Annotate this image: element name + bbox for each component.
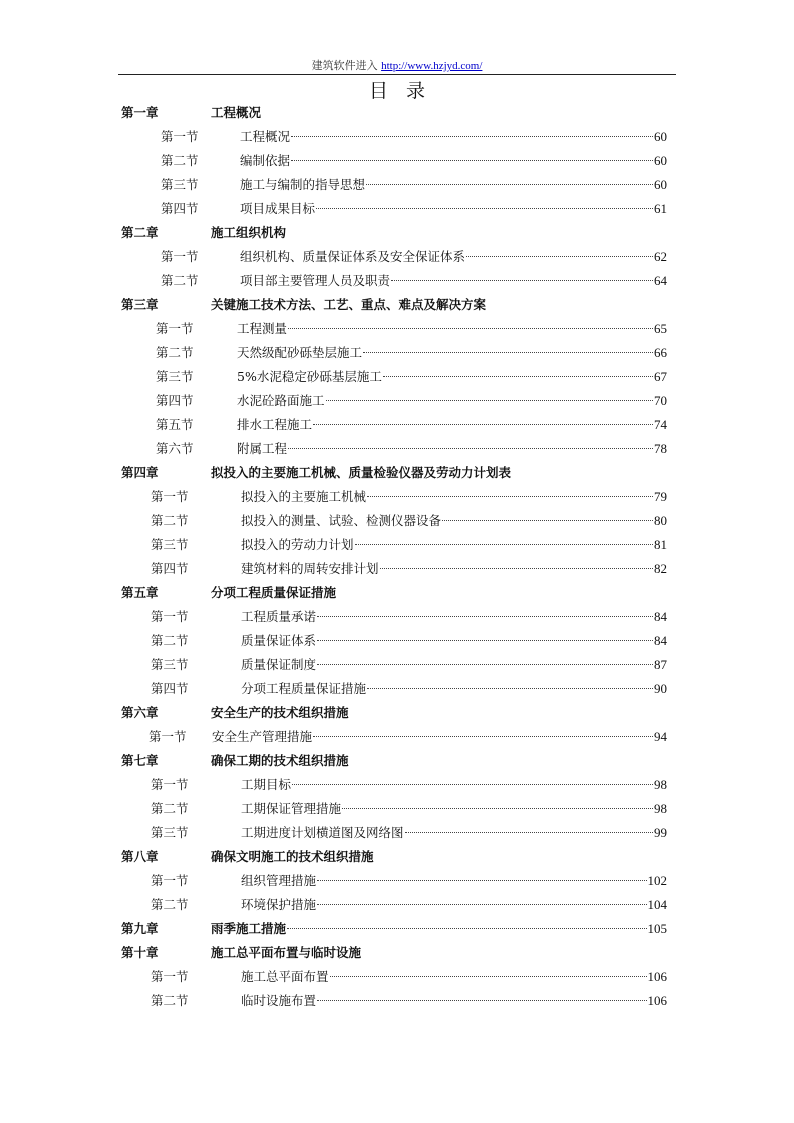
section-label: 第一节 [156,321,194,336]
toc-section-row[interactable] [0,773,794,797]
section-entry [240,173,667,197]
page-number: 65 [654,321,667,336]
section-title: 工期保证管理措施 [241,801,342,816]
page-number: 78 [654,441,667,456]
page-number: 98 [654,777,667,792]
toc-section-row[interactable] [0,269,794,293]
page-number: 94 [654,729,667,744]
section-title: 附属工程 [237,441,288,456]
section-entry [241,821,667,845]
toc-section-row[interactable] [0,341,794,365]
section-label: 第二节 [151,801,189,816]
section-title: 临时设施布置 [241,993,317,1008]
page-number: 60 [654,153,667,168]
chapter-title: 拟投入的主要施工机械、质量检验仪器及劳动力计划表 [211,465,512,480]
section-entry [241,533,667,557]
section-label: 第四节 [151,681,189,696]
dot-leader [391,280,653,281]
page-number: 67 [654,369,667,384]
toc-section-row[interactable] [0,509,794,533]
page-number: 106 [647,969,667,984]
dot-leader [287,928,646,929]
section-entry [241,869,667,893]
toc-section-row[interactable] [0,485,794,509]
dot-leader [291,160,653,161]
section-entry [241,677,667,701]
section-entry [241,797,667,821]
section-title: 项目部主要管理人员及职责 [240,273,391,288]
dot-leader [313,736,653,737]
page-number: 70 [654,393,667,408]
toc-chapter-row[interactable] [0,101,794,125]
dot-leader [442,520,653,521]
section-label: 第三节 [151,825,189,840]
page-number: 66 [654,345,667,360]
page-number: 84 [654,633,667,648]
page-header [0,57,794,73]
chapter-title: 施工组织机构 [211,225,287,240]
dot-leader [317,1000,646,1001]
section-title: 施工总平面布置 [241,969,329,984]
section-title: 工程测量 [237,321,288,336]
section-title: 拟投入的劳动力计划 [241,537,354,552]
section-title: 安全生产管理措施 [212,729,313,744]
section-label: 第二节 [151,513,189,528]
dot-leader [317,904,646,905]
chapter-entry [211,581,336,605]
section-title: 工期进度计划横道图及网络图 [241,825,404,840]
dot-leader [355,544,653,545]
section-label: 第一节 [151,969,189,984]
header-rule [118,74,676,75]
section-label: 第一节 [151,609,189,624]
toc-chapter-row[interactable] [0,461,794,485]
chapter-entry [211,749,349,773]
dot-leader [405,832,653,833]
toc-section-row[interactable] [0,557,794,581]
toc-section-row[interactable] [0,389,794,413]
section-label: 第一节 [161,129,199,144]
section-entry [240,125,667,149]
section-title: 施工与编制的指导思想 [240,177,366,192]
toc-section-row[interactable] [0,317,794,341]
dot-leader [326,400,653,401]
dot-leader [380,568,653,569]
page-number: 87 [654,657,667,672]
section-title: 拟投入的主要施工机械 [241,489,367,504]
chapter-label: 第十章 [121,945,159,960]
chapter-label: 第二章 [121,225,159,240]
section-entry [240,245,667,269]
chapter-title: 雨季施工措施 [211,921,287,936]
section-entry [241,893,667,917]
dot-leader [466,256,653,257]
section-label: 第五节 [156,417,194,432]
toc-section-row[interactable] [0,149,794,173]
chapter-label: 第一章 [121,105,159,120]
section-label: 第一节 [151,873,189,888]
section-entry [237,317,667,341]
toc-section-row[interactable] [0,989,794,1013]
dot-leader [367,688,653,689]
page-number: 106 [647,993,667,1008]
page-number: 90 [654,681,667,696]
chapter-label: 第六章 [121,705,159,720]
dot-leader [363,352,653,353]
chapter-label: 第四章 [121,465,159,480]
chapter-title: 分项工程质量保证措施 [211,585,337,600]
toc-chapter-row[interactable] [0,845,794,869]
section-entry [237,365,667,389]
section-title: 工期目标 [241,777,292,792]
toc-section-row[interactable] [0,533,794,557]
section-label: 第二节 [161,153,199,168]
section-entry [241,557,667,581]
page-number: 84 [654,609,667,624]
section-entry [241,965,667,989]
chapter-title: 确保工期的技术组织措施 [211,753,349,768]
page-number: 79 [654,489,667,504]
section-title: 环境保护措施 [241,897,317,912]
toc-chapter-row[interactable] [0,749,794,773]
toc-section-row[interactable] [0,413,794,437]
chapter-label: 第七章 [121,753,159,768]
chapter-label: 第九章 [121,921,159,936]
section-entry [212,725,667,749]
section-label: 第六节 [156,441,194,456]
section-title: 排水工程施工 [237,417,313,432]
toc-section-row[interactable] [0,245,794,269]
section-entry [241,509,667,533]
chapter-label: 第八章 [121,849,159,864]
section-title: 天然级配砂砾垫层施工 [237,345,363,360]
section-label: 第一节 [149,729,187,744]
chapter-title: 关键施工技术方法、工艺、重点、难点及解决方案 [211,297,487,312]
page-number: 62 [654,249,667,264]
page-number: 61 [654,201,667,216]
dot-leader [316,208,653,209]
chapter-title: 施工总平面布置与临时设施 [211,945,362,960]
toc-section-row[interactable] [0,125,794,149]
section-title: 组织机构、质量保证体系及安全保证体系 [240,249,466,264]
section-label: 第二节 [156,345,194,360]
section-label: 第二节 [161,273,199,288]
section-title: 拟投入的测量、试验、检测仪器设备 [241,513,442,528]
dot-leader [367,496,653,497]
toc-section-row[interactable] [0,725,794,749]
dot-leader [317,616,653,617]
section-label: 第四节 [156,393,194,408]
section-title: 建筑材料的周转安排计划 [241,561,379,576]
toc-chapter-row[interactable] [0,293,794,317]
section-title: 分项工程质量保证措施 [241,681,367,696]
section-entry [237,341,667,365]
chapter-label: 第五章 [121,585,159,600]
dot-leader [288,328,653,329]
page-number: 98 [654,801,667,816]
section-label: 第三节 [151,537,189,552]
page-number: 64 [654,273,667,288]
page-title: 目录 [368,80,443,102]
page-number: 105 [647,921,667,936]
toc-section-row[interactable] [0,797,794,821]
page-number: 74 [654,417,667,432]
chapter-entry [211,701,349,725]
page-number: 60 [654,177,667,192]
section-entry [240,149,667,173]
chapter-title: 确保文明施工的技术组织措施 [211,849,374,864]
section-entry [241,989,667,1013]
chapter-entry [211,221,286,245]
chapter-entry [211,101,261,125]
dot-leader [383,376,653,377]
page-number: 99 [654,825,667,840]
section-label: 第一节 [161,249,199,264]
dot-leader [288,448,653,449]
chapter-title: 工程概况 [211,105,262,120]
section-entry [240,269,667,293]
toc-chapter-row[interactable] [0,221,794,245]
chapter-entry [211,461,511,485]
toc-section-row[interactable] [0,605,794,629]
section-label: 第三节 [161,177,199,192]
section-label: 第二节 [151,897,189,912]
section-title: 5%水泥稳定砂砾基层施工 [237,369,382,384]
dot-leader [342,808,653,809]
section-label: 第二节 [151,633,189,648]
page-number: 82 [654,561,667,576]
chapter-entry [211,293,486,317]
toc-chapter-row[interactable] [0,701,794,725]
page-number: 102 [647,873,667,888]
section-entry [241,485,667,509]
chapter-entry [211,917,667,941]
toc-section-row[interactable] [0,653,794,677]
toc-section-row[interactable] [0,965,794,989]
dot-leader [317,640,653,641]
toc-section-row[interactable] [0,677,794,701]
section-title: 组织管理措施 [241,873,317,888]
section-label: 第四节 [161,201,199,216]
section-entry [237,389,667,413]
section-entry [240,197,667,221]
toc-section-row[interactable] [0,197,794,221]
section-entry [241,605,667,629]
section-title: 质量保证制度 [241,657,317,672]
toc-section-row[interactable] [0,893,794,917]
dot-leader [317,664,653,665]
toc-section-row[interactable] [0,437,794,461]
chapter-entry [211,941,361,965]
toc-section-row[interactable] [0,821,794,845]
chapter-label: 第三章 [121,297,159,312]
section-title: 水泥砼路面施工 [237,393,325,408]
section-entry [237,437,667,461]
page-number: 104 [647,897,667,912]
section-title: 项目成果目标 [240,201,316,216]
toc-section-row[interactable] [0,173,794,197]
toc-section-row[interactable] [0,365,794,389]
toc-section-row[interactable] [0,869,794,893]
section-label: 第四节 [151,561,189,576]
chapter-entry [211,845,374,869]
section-entry [241,773,667,797]
toc-section-row[interactable] [0,629,794,653]
section-label: 第三节 [156,369,194,384]
dot-leader [292,784,653,785]
section-label: 第三节 [151,657,189,672]
toc-chapter-row[interactable] [0,917,794,941]
section-title: 编制依据 [240,153,291,168]
section-entry [241,653,667,677]
page-number: 81 [654,537,667,552]
page-number: 60 [654,129,667,144]
dot-leader [317,880,646,881]
chapter-title: 安全生产的技术组织措施 [211,705,349,720]
section-title: 工程概况 [240,129,291,144]
header-link[interactable]: http://www.hzjyd.com/ [381,60,483,72]
section-label: 第一节 [151,777,189,792]
header-text: 建筑软件进入 [311,59,378,72]
dot-leader [291,136,653,137]
dot-leader [330,976,647,977]
section-title: 工程质量承诺 [241,609,317,624]
toc-chapter-row[interactable] [0,941,794,965]
section-label: 第一节 [151,489,189,504]
page-number: 80 [654,513,667,528]
section-label: 第二节 [151,993,189,1008]
section-entry [237,413,667,437]
section-entry [241,629,667,653]
toc-chapter-row[interactable] [0,581,794,605]
dot-leader [366,184,653,185]
dot-leader [313,424,653,425]
section-title: 质量保证体系 [241,633,317,648]
